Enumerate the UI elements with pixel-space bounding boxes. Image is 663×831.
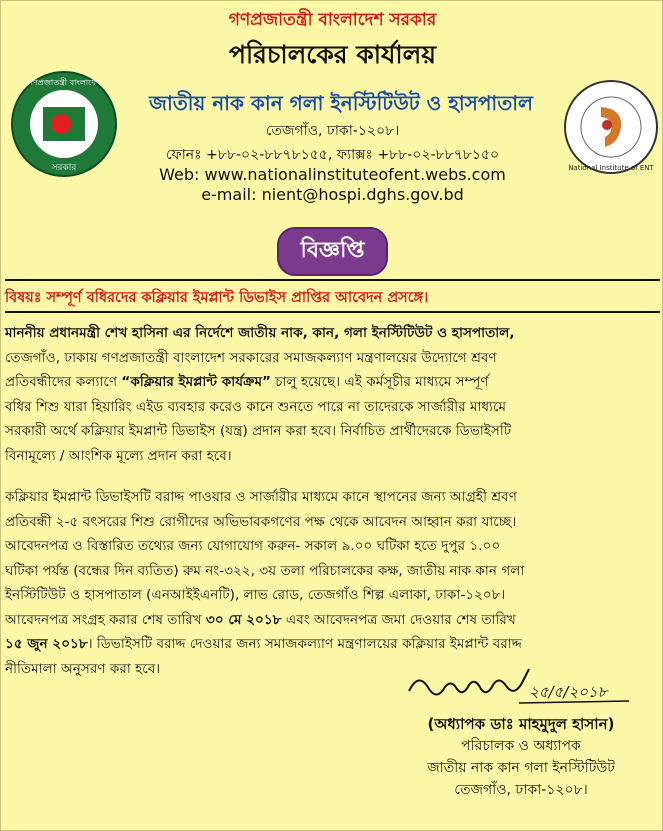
- signature: [399, 651, 639, 721]
- signatory-address: তেজগাঁও, ঢাকা-১২০৮।: [454, 782, 588, 798]
- signatory-name: (অধ্যাপক ডাঃ মাহমুদুল হাসান): [427, 715, 615, 733]
- office-title: পরিচালকের কার্যালয়: [229, 40, 436, 69]
- para2-line5: ইনস্টিটিউট ও হাসপাতাল (এনআইইএনটি), লাভ রোড, তেজগাঁও শিল্প এলাকা, ঢাকা-১২০৮।: [5, 587, 506, 603]
- logo-right-text: National Institute of ENT: [568, 164, 654, 172]
- address-line: তেজগাঁও, ঢাকা-১২০৮।: [265, 123, 400, 139]
- divider-top: [5, 279, 660, 281]
- divider-bottom: [5, 311, 660, 313]
- phone-fax-line: ফোনঃ +৮৮-০২-৮৮৭৮১৫৫, ফ্যাক্সঃ +৮৮-০২-৮৮৭৮১৫০: [165, 147, 500, 163]
- government-title: গণপ্রজাতন্ত্রী বাংলাদেশ সরকার: [228, 10, 437, 30]
- para2-line6: আবেদনপত্র সংগ্রহ করার শেষ তারিখ ৩০ মে ২০১৮ এবং আবেদনপত্র জমা দেওয়ার শেষ তারিখ: [5, 611, 516, 628]
- para2-line7: ১৫ জুন ২০১৮। ডিভাইসটি বরাদ্দ দেওয়ার জন্য সমাজকল্যাণ মন্ত্রণালয়ের কক্লিয়ার ইমপ্লান্ট বরাদ্দ: [5, 636, 522, 652]
- para1-line5: সরকারী অর্থে কক্লিয়ার ইমপ্লান্ট ডিভাইস (যন্ত্র) প্রদান করা হবে। নির্বাচিত প্রার্থীদেরকে ডিভাইসটি: [5, 423, 512, 439]
- para1-line1: মাননীয় প্রধানমন্ত্রী শেখ হাসিনা এর নির্দেশে জাতীয় নাক, কান, গলা ইনস্টিটিউট ও হাসপাতাল,: [5, 325, 515, 341]
- para2-line8: নীতিমালা অনুসরণ করা হবে।: [5, 660, 161, 677]
- nient-logo: [561, 77, 661, 177]
- email-line: e-mail: nient@hospi.dghs.gov.bd: [201, 185, 464, 204]
- collection-deadline: ৩০ মে ২০১৮: [206, 611, 282, 628]
- para1-line4: বধির শিশু যারা হিয়ারিং এইড ব্যবহার করেও কানে শুনতে পারে না তাদেরকে সার্জারীর মাধ্যমে: [5, 398, 507, 415]
- para2-line2: প্রতিবন্ধী ২-৫ বৎসরের শিশু রোগীদের অভিভাবকগণের পক্ষ থেকে আবেদন আহ্বান করা যাচ্ছে।: [5, 513, 517, 530]
- para2-line1: কক্লিয়ার ইমপ্লান্ট ডিভাইসটি বরাদ্দ পাওয়ার ও সার্জারীর মাধ্যমে কানে স্থাপনের জন্য আগ্রহী শ্রবণ: [5, 489, 517, 505]
- signatory-block: [381, 713, 661, 801]
- para1-line6: বিনামূল্যে / আংশিক মূল্যে প্রদান করা হবে।: [5, 447, 232, 464]
- notice-badge: বিজ্ঞপ্তি: [277, 227, 389, 276]
- paragraph-1: [5, 321, 659, 468]
- logo-left-bottom: সরকার: [51, 163, 77, 173]
- logo-left-text: গণপ্রজাতন্ত্রী বাংলাদেশ: [27, 78, 101, 87]
- para2-line4: ঘটিকা পর্যন্ত (বন্ধের দিন ব্যতিত) রুম নং-৩২২, ৩য় তলা পরিচালকের কক্ষ, জাতীয় নাক কান গলা: [5, 562, 525, 579]
- para1-line2: তেজগাঁও, ঢাকায় গণপ্রজাতন্ত্রী বাংলাদেশ সরকারের সমাজকল্যাণ মন্ত্রণালয়ের উদ্যোগে শ্রবণ: [5, 349, 497, 366]
- program-name: “কক্লিয়ার ইমপ্লান্ট কার্যক্রম”: [121, 374, 271, 390]
- signature-date: ২৫/৫/২০১৮: [529, 683, 608, 701]
- subject-line: বিষয়ঃ সম্পূর্ণ বধিরদের কক্লিয়ার ইমপ্লান্ট ডিভাইস প্রাপ্তির আবেদন প্রসঙ্গে।: [5, 290, 429, 306]
- para2-line3: আবেদনপত্র ও বিস্তারিত তথ্যের জন্য যোগাযোগ করুন- সকাল ৯.০০ ঘটিকা হতে দুপুর ১.০০: [5, 538, 501, 554]
- signatory-title: পরিচালক ও অধ্যাপক: [461, 738, 581, 754]
- institute-title: জাতীয় নাক কান গলা ইনস্টিটিউট ও হাসপাতাল: [149, 91, 533, 115]
- submission-deadline: ১৫ জুন ২০১৮: [5, 636, 88, 652]
- notice-badge-wrap: [1, 227, 663, 276]
- web-line: Web: www.nationalinstituteofent.webs.com: [159, 165, 506, 184]
- para1-line3: প্রতিবন্ধীদের কল্যাণে “কক্লিয়ার ইমপ্লান্ট কার্যক্রম” চালু হয়েছে। এই কর্মসূচীর মাধ্যমে সম্পূর্ণ: [5, 374, 489, 390]
- signatory-institute: জাতীয় নাক কান গলা ইনস্টিটিউট: [427, 760, 615, 776]
